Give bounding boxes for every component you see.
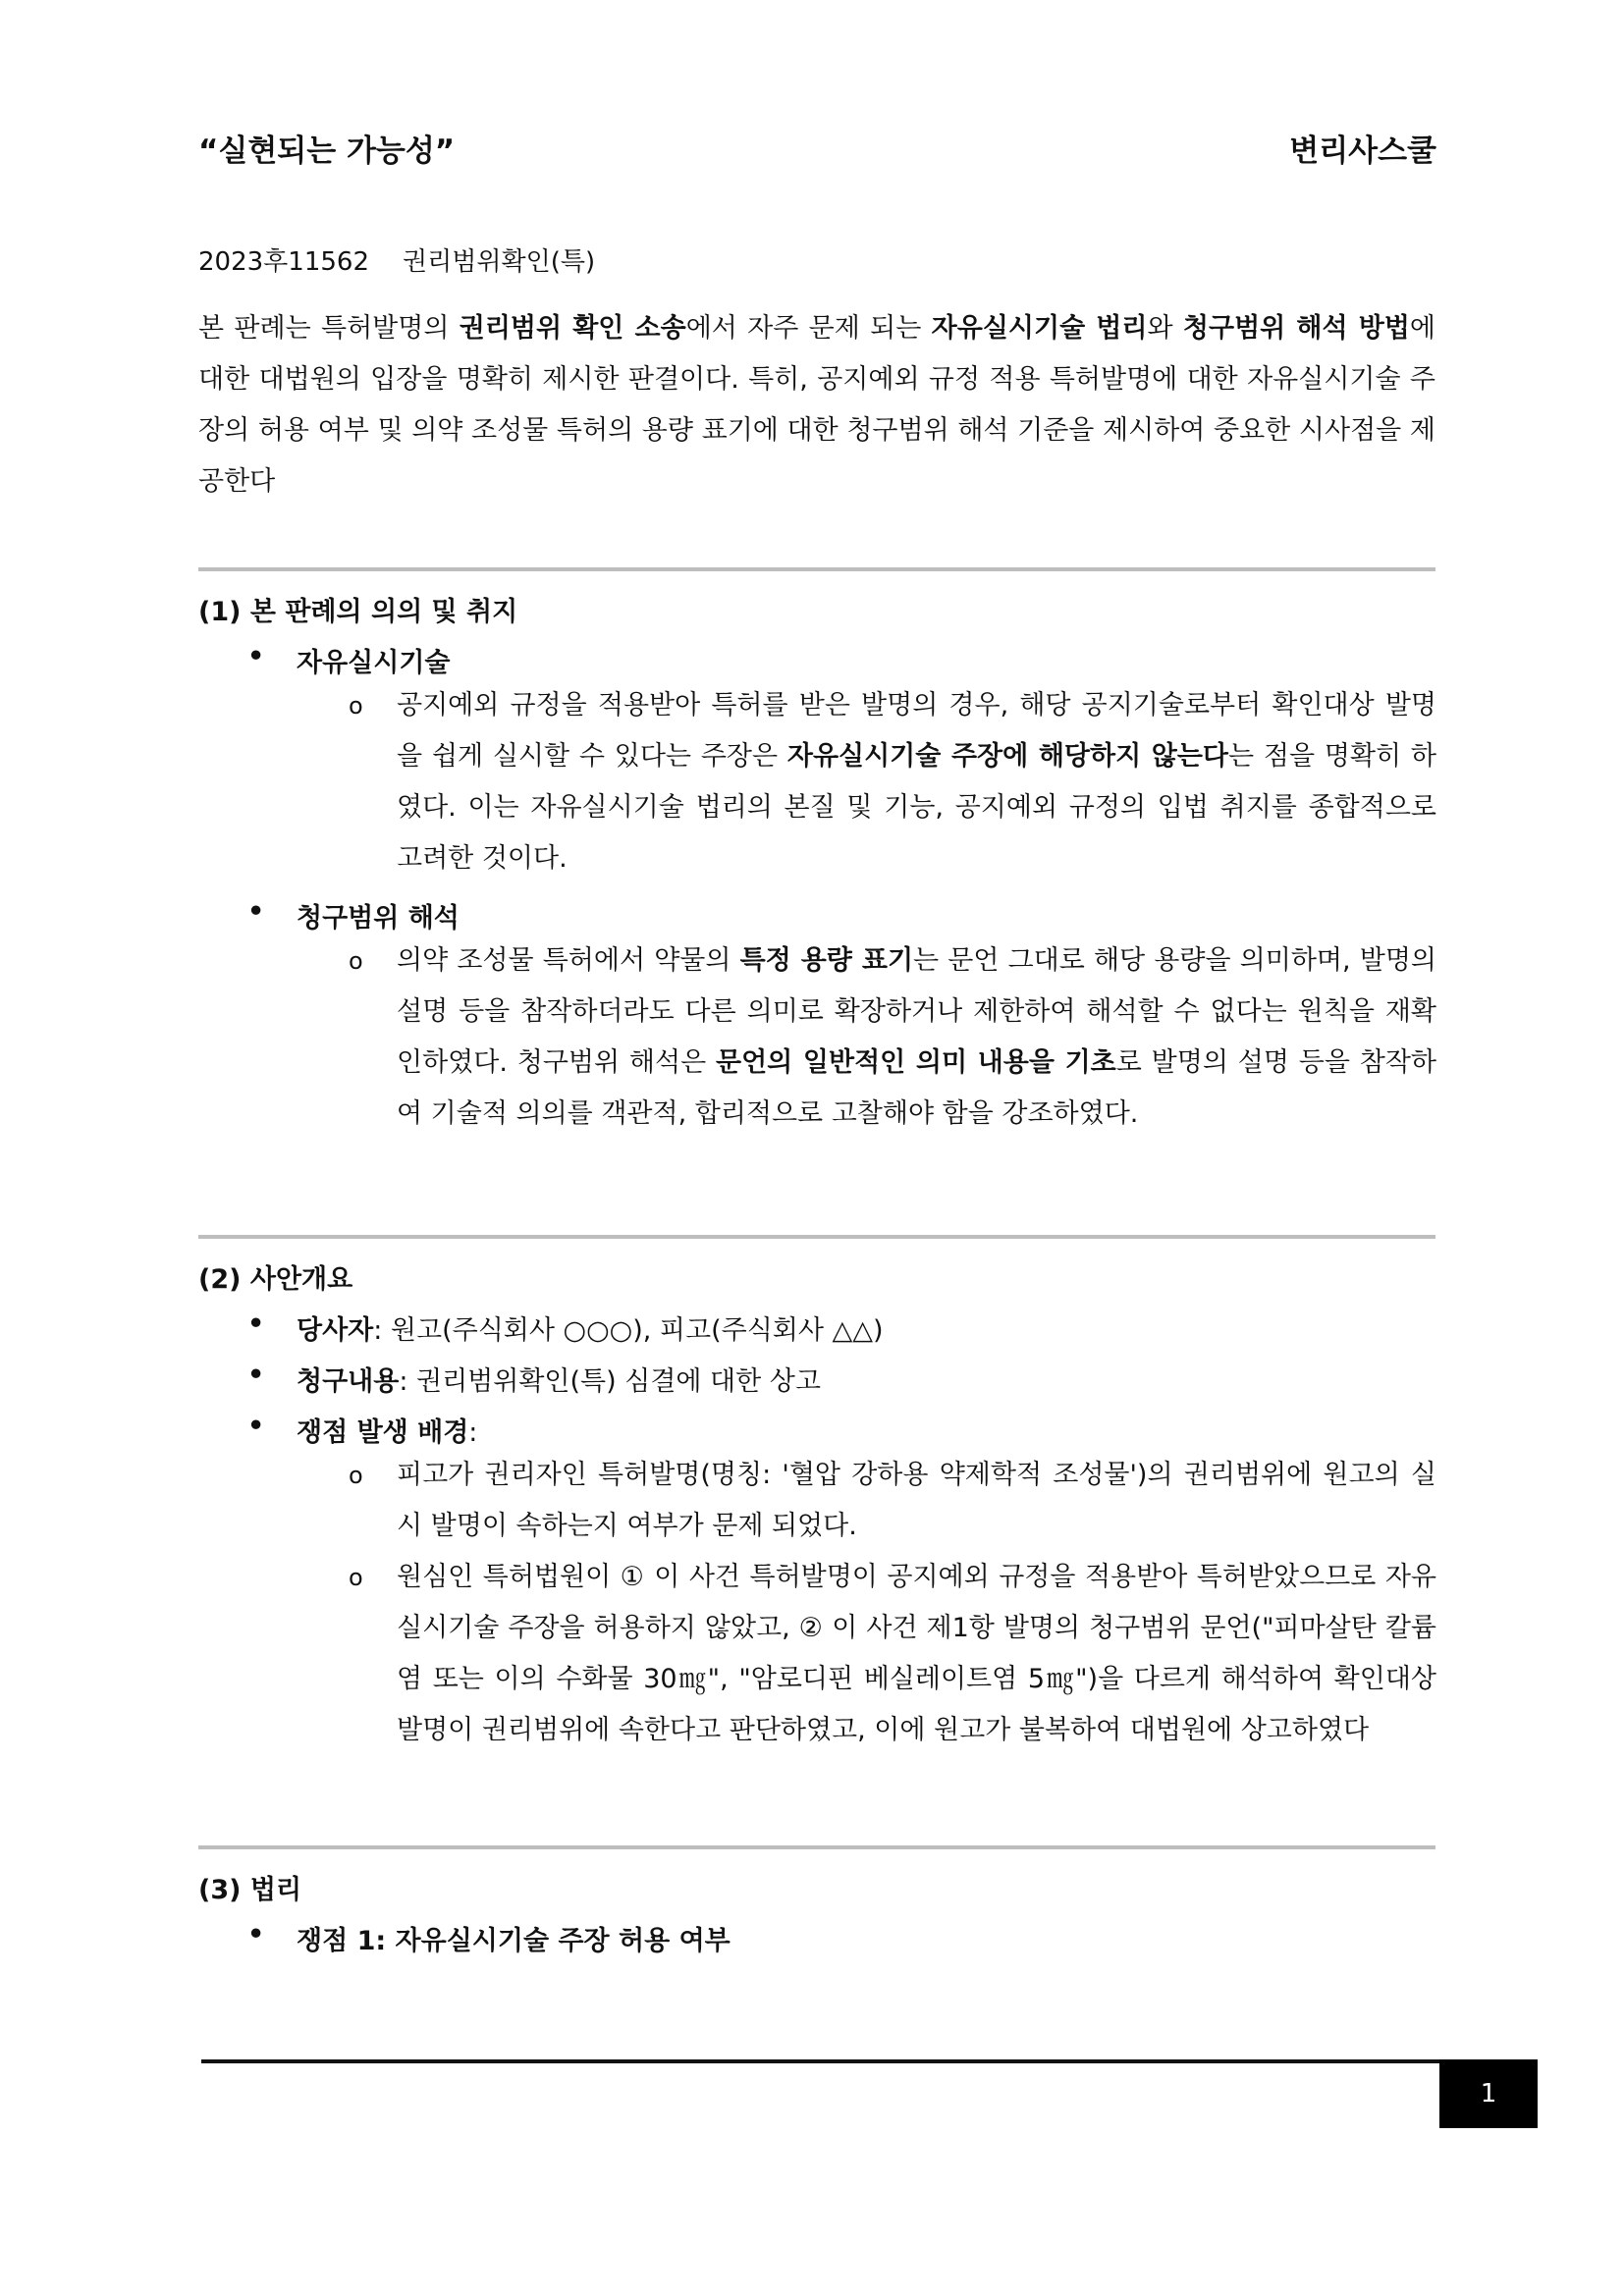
intro-text: 에서 자주 문제 되는: [685, 313, 932, 344]
sub-bullet-marker: o: [349, 947, 363, 975]
sub-item-text: [397, 680, 1436, 884]
sub-text: 는 문언 그대로 해당 용량을 의미하며, 발명의 설명 등을 참작하더라도 다른 의미로 확장하거나 제한하여 해석할 수 없다는 원칙을 재확인하였다. 청구범위 해석은: [397, 945, 1436, 1078]
intro-bold: 권리범위 확인 소송: [459, 313, 686, 344]
bullet-text: : 원고(주식회사 ○○○), 피고(주식회사 △△): [373, 1315, 884, 1346]
sub-bullet-marker: o: [349, 1564, 363, 1591]
case-number: 2023후11562: [198, 247, 369, 277]
bullet-label: 자유실시기술: [297, 648, 451, 678]
section-3-title: (3) 법리: [198, 1875, 302, 1905]
intro-text: 와: [1147, 313, 1183, 344]
sub-bullet-marker: o: [349, 1462, 363, 1489]
section-divider: [198, 1845, 1435, 1849]
sub-text: 로 발명의 설명 등을 참작하여 기술적 의의를 객관적, 합리적으로 고찰해야 함을 강조하였다.: [397, 1047, 1437, 1129]
intro-bold: 청구범위 해석 방법: [1182, 313, 1410, 344]
document-header-title: “실현되는 가능성”: [198, 133, 456, 169]
bullet-item: [247, 1308, 884, 1347]
sub-bullet-marker: o: [349, 692, 363, 720]
intro-text: 에 대한 대법원의 입장을 명확히 제시한 판결이다. 특히, 공지예외 규정 적용 특허발명에 대한 자유실시기술 주장의 허용 여부 및 의약 조성물 특허의 용량 표기에 대한 청구범위 해석 기준을 제시하여 중요한 시사점을 제공한다: [198, 313, 1435, 497]
case-name: 권리범위확인(특): [403, 247, 596, 277]
bullet-label: 청구범위 해석: [297, 903, 460, 934]
sub-bold: 특정 용량 표기: [739, 945, 914, 976]
footer-rule: [201, 2059, 1449, 2063]
section-divider: [198, 567, 1435, 571]
bullet-text: : 권리범위확인(특) 심결에 대한 상고: [399, 1366, 821, 1397]
bullet-item: [247, 1919, 731, 1957]
page-number: 1: [1439, 2059, 1538, 2128]
sub-text: 는 점을 명확히 하였다. 이는 자유실시기술 법리의 본질 및 기능, 공지예외 규정의 입법 취지를 종합적으로 고려한 것이다.: [397, 741, 1437, 874]
sub-bold: 자유실시기술 주장에 해당하지 않는다: [786, 741, 1229, 772]
bullet-label: 청구내용: [297, 1366, 400, 1397]
sub-bold: 문언의 일반적인 의미 내용을 기초: [716, 1047, 1116, 1078]
sub-item-text: [397, 935, 1436, 1140]
bullet-label: 쟁점 발생 배경: [297, 1417, 469, 1448]
intro-text: 본 판례는 특허발명의: [198, 313, 460, 344]
bullet-item: [247, 1360, 821, 1398]
bullet-item: [247, 1411, 477, 1449]
sub-item-text: 원심인 특허법원이 ① 이 사건 특허발명이 공지예외 규정을 적용받아 특허받았으므로 자유실시기술 주장을 허용하지 않았고, ② 이 사건 제1항 발명의 청구범위 문언("피마살탄 칼륨염 또는 이의 수화물 30㎎", "암로디핀 베실레이트염 5㎎")을 다르게 해석하여 확인대상 발명이 권리범위에 속한다고 판단하였고, 이에 원고가 불복하여 대법원에 상고하였다: [397, 1562, 1436, 1745]
bullet-item: [247, 896, 460, 934]
bullet-item: [247, 641, 451, 679]
document-header-brand: 변리사스쿨: [1289, 133, 1436, 169]
bullet-label: 당사자: [297, 1315, 374, 1346]
case-line: [198, 241, 628, 278]
sub-text: 의약 조성물 특허에서 약물의: [397, 945, 740, 976]
sub-item-text: 피고가 권리자인 특허발명(명칭: '혈압 강하용 약제학적 조성물')의 권리범위에 원고의 실시 발명이 속하는지 여부가 문제 되었다.: [397, 1460, 1436, 1541]
section-divider: [198, 1235, 1435, 1239]
section-1-title: (1) 본 판례의 의의 및 취지: [198, 597, 518, 627]
intro-bold: 자유실시기술 법리: [931, 313, 1148, 344]
sub-text: 공지예외 규정을 적용받아 특허를 받은 발명의 경우, 해당 공지기술로부터 확인대상 발명을 쉽게 실시할 수 있다는 주장은: [397, 690, 1436, 772]
intro-paragraph: [198, 303, 1435, 507]
bullet-text: :: [468, 1417, 478, 1448]
section-2-title: (2) 사안개요: [198, 1264, 353, 1295]
bullet-label: 쟁점 1: 자유실시기술 주장 허용 여부: [297, 1926, 731, 1956]
